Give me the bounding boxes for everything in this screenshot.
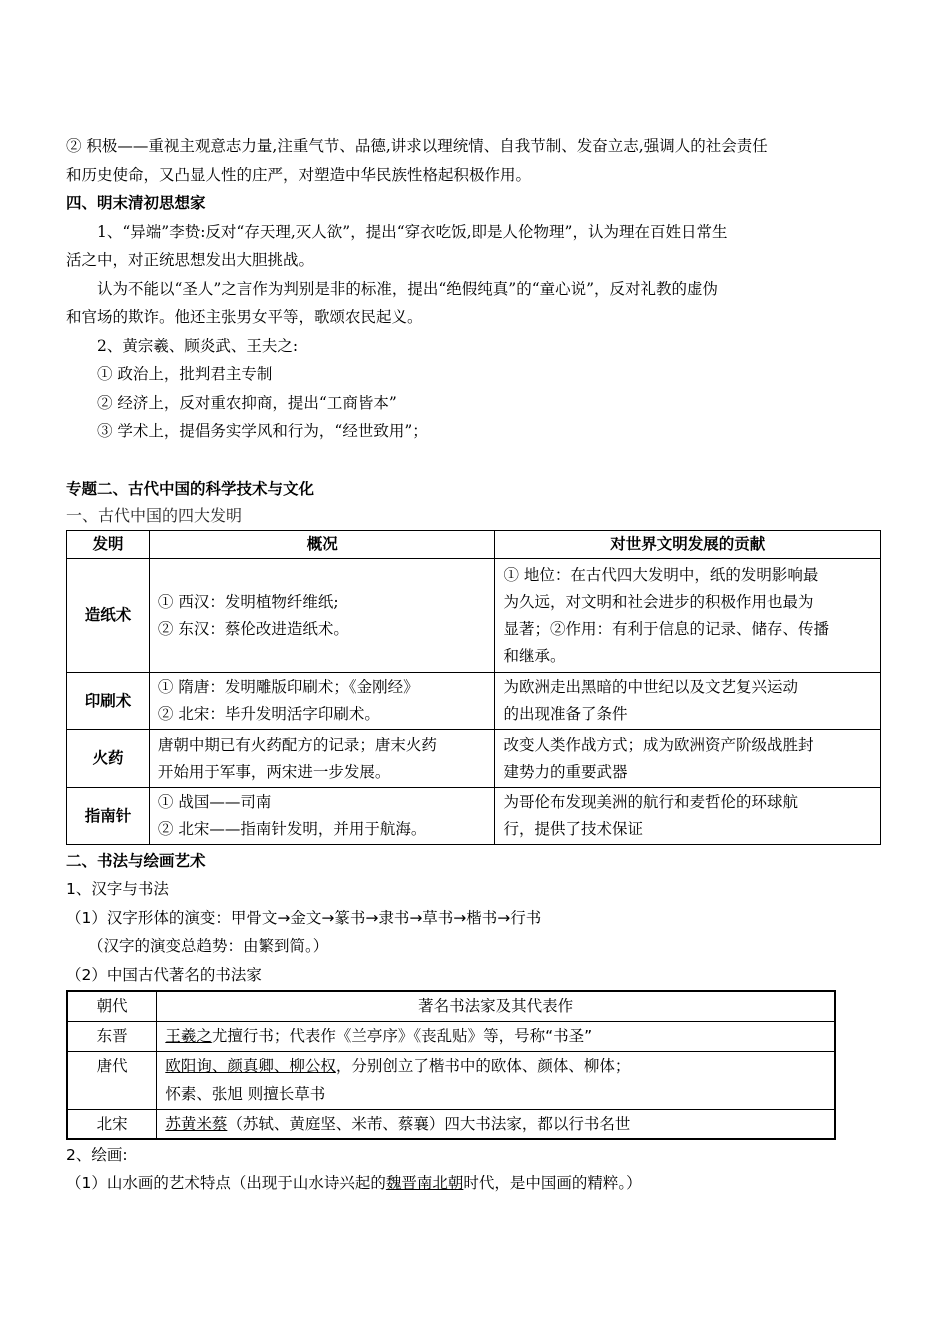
inventions-table (66, 530, 881, 845)
calligrapher-names: 苏黄米蔡 (165, 1114, 228, 1133)
invention-name: 指南针 (67, 788, 150, 845)
list-title: 2、黄宗羲、顾炎武、王夫之: (97, 337, 299, 355)
text-span: 时代，是中国画的精粹。） (463, 1174, 642, 1192)
intro-line-1: ② 积极——重视主观意志力量,注重气节、品德,讲求以理统情、自我节制、发奋立志,强调人的社会责任 (66, 137, 768, 155)
list-item: ① 政治上，批判君主专制 (97, 365, 273, 383)
header-cell: 著名书法家及其代表作 (157, 991, 835, 1021)
dynasty-cell: 东晋 (67, 1021, 157, 1051)
overview-cell (149, 730, 495, 788)
paragraph-line: 和官场的欺诈。他还主张男女平等，歌颂农民起义。 (66, 308, 423, 326)
text-span: （1）山水画的艺术特点（出现于山水诗兴起的 (66, 1174, 386, 1192)
era-name: 魏晋南北朝 (385, 1174, 464, 1192)
cell-line: 显著；②作用：有利于信息的记录、储存、传播 (503, 619, 829, 638)
paragraph-line: （汉字的演变总趋势：由繁到简。） (88, 937, 329, 955)
works-cell (157, 1051, 835, 1109)
list-item: ③ 学术上，提倡务实学风和行为，“经世致用”； (97, 422, 428, 440)
overview-cell (149, 559, 495, 673)
cell-line: ① 西汉：发明植物纤维纸; (157, 592, 339, 611)
cell-line: ② 北宋——指南针发明，并用于航海。 (157, 820, 427, 838)
cell-line: 为欧洲走出黑暗的中世纪以及文艺复兴运动 (503, 678, 798, 696)
paragraph-line: 1、汉字与书法 (66, 880, 169, 898)
paragraph-line: 1、“异端”李贽:反对“存天理,灭人欲”，提出“穿衣吃饭,即是人伦物理”，认为理在百姓日常生 (97, 223, 728, 241)
cell-line: 的出现准备了条件 (503, 705, 628, 723)
table-row (67, 1021, 835, 1051)
cell-text: 尤擅行书；代表作《兰亭序》《丧乱贴》等，号称“书圣” (211, 1027, 593, 1045)
calligrapher-names: 欧阳询、颜真卿、柳公权 (165, 1057, 336, 1075)
header-cell: 发明 (67, 531, 150, 559)
header-cell: 朝代 (67, 991, 157, 1021)
works-cell (157, 1021, 835, 1051)
cell-line: 建势力的重要武器 (503, 762, 628, 781)
table-row (67, 1109, 835, 1139)
contribution-cell (495, 673, 881, 730)
invention-name: 印刷术 (67, 673, 150, 730)
paragraph-line: （2）中国古代著名的书法家 (66, 966, 262, 984)
section-heading: 四、明末清初思想家 (66, 194, 206, 212)
table-row (67, 1051, 835, 1109)
contribution-cell (495, 788, 881, 845)
cell-text: （苏轼、黄庭坚、米芾、蔡襄）四大书法家，都以行书名世 (227, 1114, 631, 1133)
cell-line: 和继承。 (503, 646, 566, 665)
calligraphers-table (66, 990, 836, 1140)
cell-line: 行，提供了技术保证 (503, 820, 643, 838)
paragraph-line: 活之中，对正统思想发出大胆挑战。 (66, 251, 315, 269)
cell-line: 开始用于军事，两宋进一步发展。 (157, 762, 391, 781)
table-row (67, 788, 881, 845)
cell-line: 为久远，对文明和社会进步的积极作用也最为 (503, 592, 814, 611)
paragraph-line (66, 1170, 642, 1196)
table-header-row (67, 531, 881, 559)
overview-cell (149, 788, 495, 845)
paragraph-line: 2、绘画: (66, 1146, 128, 1164)
header-cell: 对世界文明发展的贡献 (495, 531, 881, 559)
contribution-cell (495, 730, 881, 788)
cell-line: 改变人类作战方式；成为欧洲资产阶级战胜封 (503, 735, 814, 754)
list-item: ② 经济上，反对重农抑商，提出“工商皆本” (97, 394, 397, 412)
cell-line: ① 地位：在古代四大发明中，纸的发明影响最 (503, 565, 819, 584)
dynasty-cell: 北宋 (67, 1109, 157, 1139)
table-header-row (67, 991, 835, 1021)
invention-name: 火药 (67, 730, 150, 788)
cell-line: ① 战国——司南 (157, 793, 272, 811)
header-cell: 概况 (149, 531, 495, 559)
cell-line: 为哥伦布发现美洲的航行和麦哲伦的环球航 (503, 793, 798, 811)
calligrapher-names: 王羲之 (165, 1027, 212, 1045)
dynasty-cell: 唐代 (67, 1051, 157, 1109)
works-cell (157, 1109, 835, 1139)
cell-line: 唐朝中期已有火药配方的记录；唐末火药 (157, 735, 437, 754)
subsection-title: 二、书法与绘画艺术 (66, 852, 206, 870)
table-row (67, 730, 881, 788)
overview-cell (149, 673, 495, 730)
cell-line: ① 隋唐：发明雕版印刷术；《金刚经》 (157, 678, 419, 696)
paragraph-line: （1）汉字形体的演变：甲骨文→金文→篆书→隶书→草书→楷书→行书 (66, 909, 542, 927)
cell-line: ② 东汉：蔡伦改进造纸术。 (157, 619, 349, 638)
cell-line: 怀素、张旭 则擅长草书 (165, 1085, 326, 1103)
cell-text: ，分别创立了楷书中的欧体、颜体、柳体； (335, 1057, 631, 1075)
contribution-cell (495, 559, 881, 673)
intro-line-2: 和历史使命，又凸显人性的庄严，对塑造中华民族性格起积极作用。 (66, 166, 532, 184)
table-row (67, 559, 881, 673)
invention-name: 造纸术 (67, 559, 150, 673)
paragraph-line: 认为不能以“圣人”之言作为判别是非的标准，提出“绝假纯真”的“童心说”，反对礼教的虚伪 (97, 280, 719, 298)
cell-line: ② 北宋：毕升发明活字印刷术。 (157, 705, 380, 723)
subsection-title: 一、古代中国的四大发明 (66, 506, 243, 525)
topic-heading: 专题二、古代中国的科学技术与文化 (66, 480, 315, 498)
table-row (67, 673, 881, 730)
